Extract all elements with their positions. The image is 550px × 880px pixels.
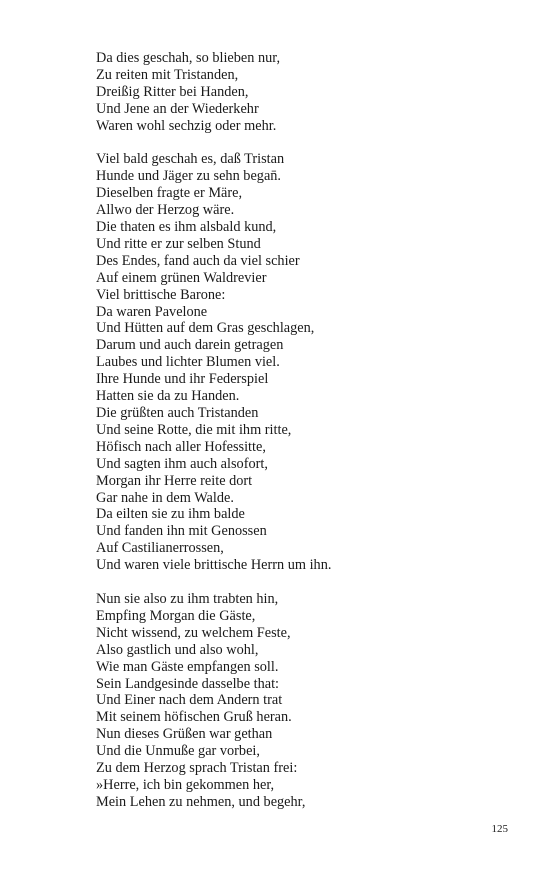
stanza [96,591,516,811]
verse-line: Zu reiten mit Tristanden, [96,66,239,83]
verse-line: Und ritte er zur selben Stund [96,235,261,252]
verse-line: Auf Castilianerrossen, [96,540,224,557]
verse-line: Und fanden ihn mit Genossen [96,523,267,540]
verse-line: Auf einem grünen Waldrevier [96,269,267,286]
verse-line: Hatten sie da zu Handen. [96,388,240,405]
verse-line: Waren wohl sechzig oder mehr. [96,117,277,134]
verse-line: Und Jene an der Wiederkehr [96,100,259,117]
verse-line: Sein Landgesinde dasselbe that: [96,675,280,692]
verse-line: Dreißig Ritter bei Handen, [96,83,249,100]
verse-line: Gar nahe in dem Walde. [96,489,234,506]
verse-line: Und sagten ihm auch alsofort, [96,455,268,472]
verse-line: Hunde und Jäger zu sehn began̄. [96,168,282,185]
verse-line: Und seine Rotte, die mit ihm ritte, [96,421,292,438]
verse-line: Des Endes, fand auch da viel schier [96,252,300,269]
verse-line: Und Hütten auf dem Gras geschlagen, [96,320,315,337]
verse-line: Mit seinem höfischen Gruß heran. [96,709,292,726]
verse-line: Und Einer nach dem Andern trat [96,692,283,709]
verse-line: Mein Lehen zu nehmen, und begehr, [96,793,306,810]
verse-line: Da dies geschah, so blieben nur, [96,50,281,66]
verse-line: Also gastlich und also wohl, [96,641,259,658]
verse-line: Viel brittische Barone: [96,286,226,303]
stanza [96,50,516,135]
verse-line: Und waren viele brittische Herrn um ihn. [96,557,332,574]
verse-line: Morgan ihr Herre reite dort [96,472,253,489]
verse-line: Nun dieses Grüßen war gethan [96,726,273,743]
verse-line: Ihre Hunde und ihr Federspiel [96,371,269,388]
verse-line: Nicht wissend, zu welchem Feste, [96,624,291,641]
verse-line: Dieselben fragte er Märe, [96,185,243,202]
verse-line: Empfing Morgan die Gäste, [96,607,256,624]
verse-line: Laubes und lichter Blumen viel. [96,354,280,371]
verse-line: Wie man Gäste empfangen soll. [96,658,279,675]
verse-line: Allwo der Herzog wäre. [96,202,235,219]
page-number: 125 [491,823,508,835]
verse-line: Da eilten sie zu ihm balde [96,506,245,523]
verse-line: Darum und auch darein getragen [96,337,284,354]
verse-line: Höfisch nach aller Hofessitte, [96,438,266,455]
poem-text [96,50,516,828]
verse-line: Nun sie also zu ihm trabten hin, [96,590,279,607]
verse-line: Die thaten es ihm alsbald kund, [96,219,277,236]
verse-line: Zu dem Herzog sprach Tristan frei: [96,760,298,777]
verse-line: Und die Unmuße gar vorbei, [96,743,260,760]
stanza [96,151,516,574]
verse-line: »Herre, ich bin gekommen her, [96,776,275,793]
verse-line: Die grüßten auch Tristanden [96,405,259,422]
verse-line: Da waren Pavelone [96,303,208,320]
verse-line: Viel bald geschah es, daß Tristan [96,151,285,168]
